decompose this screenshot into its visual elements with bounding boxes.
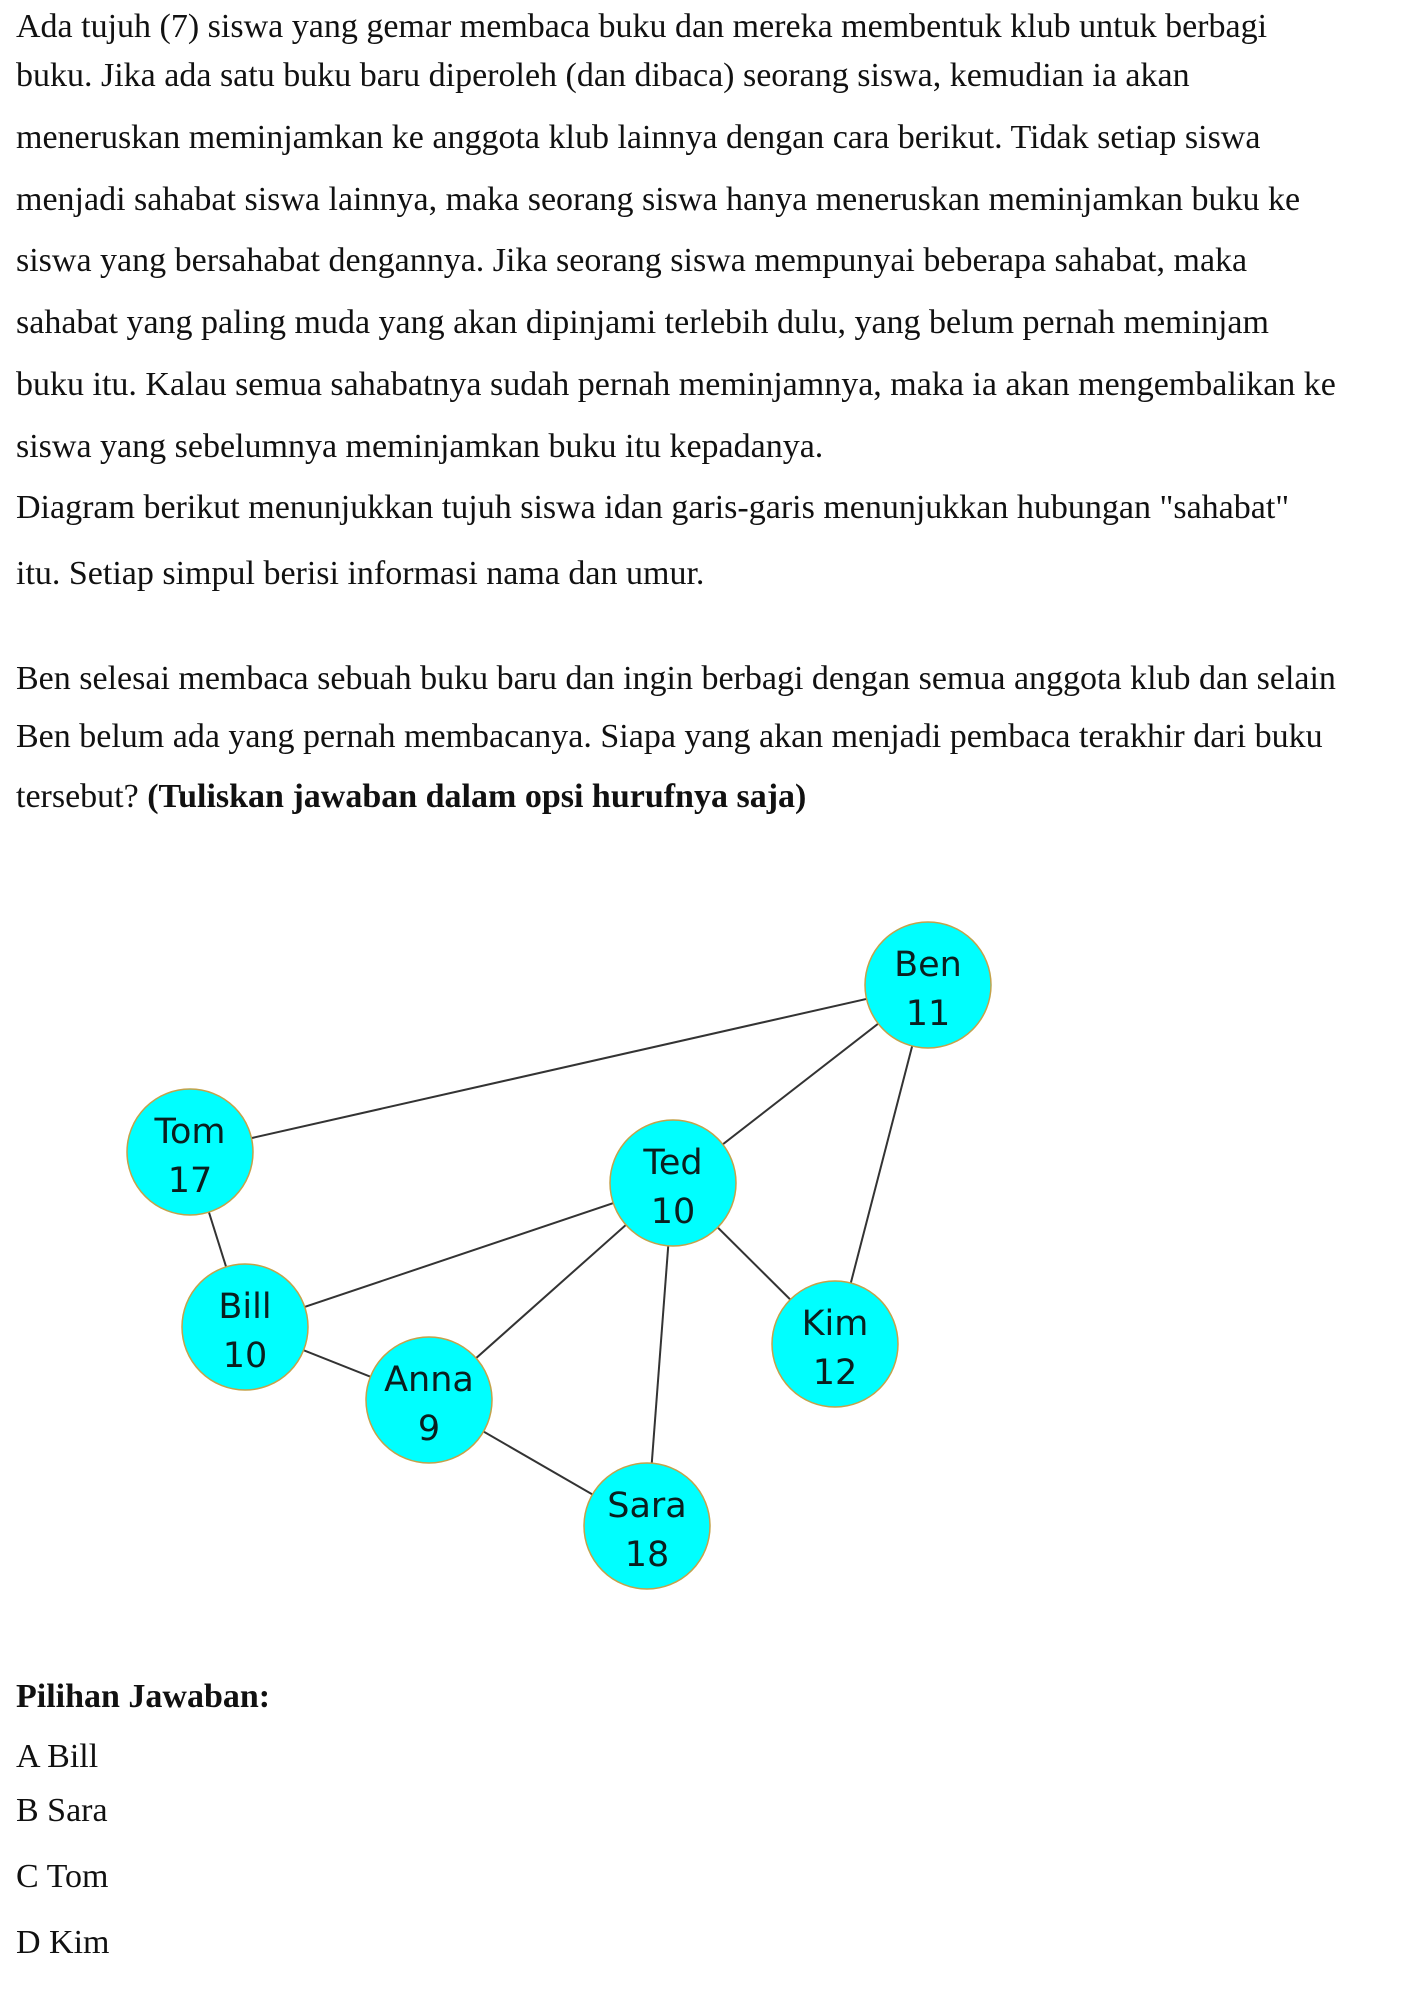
node-name: Tom (154, 1112, 226, 1152)
option-b[interactable]: B Sara (16, 1792, 108, 1829)
intro-line: buku. Jika ada satu buku baru diperoleh (dan dibaca) seorang siswa, kemudian ia akan (16, 57, 1190, 94)
node-age: 10 (222, 1336, 268, 1376)
edge-tom-ben (190, 985, 928, 1152)
node-name: Bill (218, 1287, 272, 1327)
node-sara (584, 1463, 710, 1589)
intro-line: Ada tujuh (7) siswa yang gemar membaca buku dan mereka membentuk klub untuk berbagi (16, 8, 1268, 45)
node-age: 9 (417, 1409, 441, 1449)
option-c[interactable]: C Tom (16, 1858, 109, 1895)
node-age: 17 (167, 1161, 213, 1201)
intro-line: menjadi sahabat siswa lainnya, maka seorang siswa hanya meneruskan meminjamkan buku ke (16, 181, 1301, 218)
intro-line: Diagram berikut menunjukkan tujuh siswa idan garis-garis menunjukkan hubungan "sahabat" (16, 489, 1290, 526)
option-d[interactable]: D Kim (16, 1924, 110, 1961)
answer-instruction: (Tuliskan jawaban dalam opsi hurufnya saja) (147, 778, 807, 815)
node-ben (865, 922, 991, 1048)
node-name: Sara (607, 1486, 687, 1526)
node-name: Kim (801, 1304, 869, 1344)
option-a[interactable]: A Bill (16, 1738, 99, 1775)
node-name: Ben (894, 945, 962, 985)
intro-line: siswa yang sebelumnya meminjamkan buku itu kepadanya. (16, 428, 824, 465)
question-line: Ben belum ada yang pernah membacanya. Siapa yang akan menjadi pembaca terakhir dari buku (16, 718, 1323, 755)
node-anna (366, 1337, 492, 1463)
intro-line: siswa yang bersahabat dengannya. Jika seorang siswa mempunyai beberapa sahabat, maka (16, 242, 1248, 279)
node-name: Ted (643, 1143, 703, 1183)
question-line: Ben selesai membaca sebuah buku baru dan ingin berbagi dengan semua anggota klub dan selain (16, 660, 1336, 697)
node-age: 12 (812, 1353, 858, 1393)
edge-bill-ted (245, 1183, 673, 1327)
node-name: Anna (384, 1360, 474, 1400)
intro-line: meneruskan meminjamkan ke anggota klub lainnya dengan cara berikut. Tidak setiap siswa (16, 119, 1261, 156)
node-age: 18 (624, 1535, 670, 1575)
node-age: 11 (905, 994, 951, 1034)
node-age: 10 (650, 1192, 696, 1232)
intro-line: sahabat yang paling muda yang akan dipinjami terlebih dulu, yang belum pernah meminjam (16, 304, 1269, 341)
node-kim (772, 1281, 898, 1407)
node-bill (182, 1264, 308, 1390)
nodes-layer (127, 922, 991, 1589)
options-title: Pilihan Jawaban: (16, 1678, 271, 1715)
intro-line: buku itu. Kalau semua sahabatnya sudah pernah meminjamnya, maka ia akan mengembalikan ke (16, 366, 1336, 403)
intro-line: itu. Setiap simpul berisi informasi nama dan umur. (16, 555, 705, 592)
node-tom (127, 1089, 253, 1215)
edges-layer (190, 985, 928, 1526)
node-ted (610, 1120, 736, 1246)
question-text: tersebut? (16, 778, 148, 815)
